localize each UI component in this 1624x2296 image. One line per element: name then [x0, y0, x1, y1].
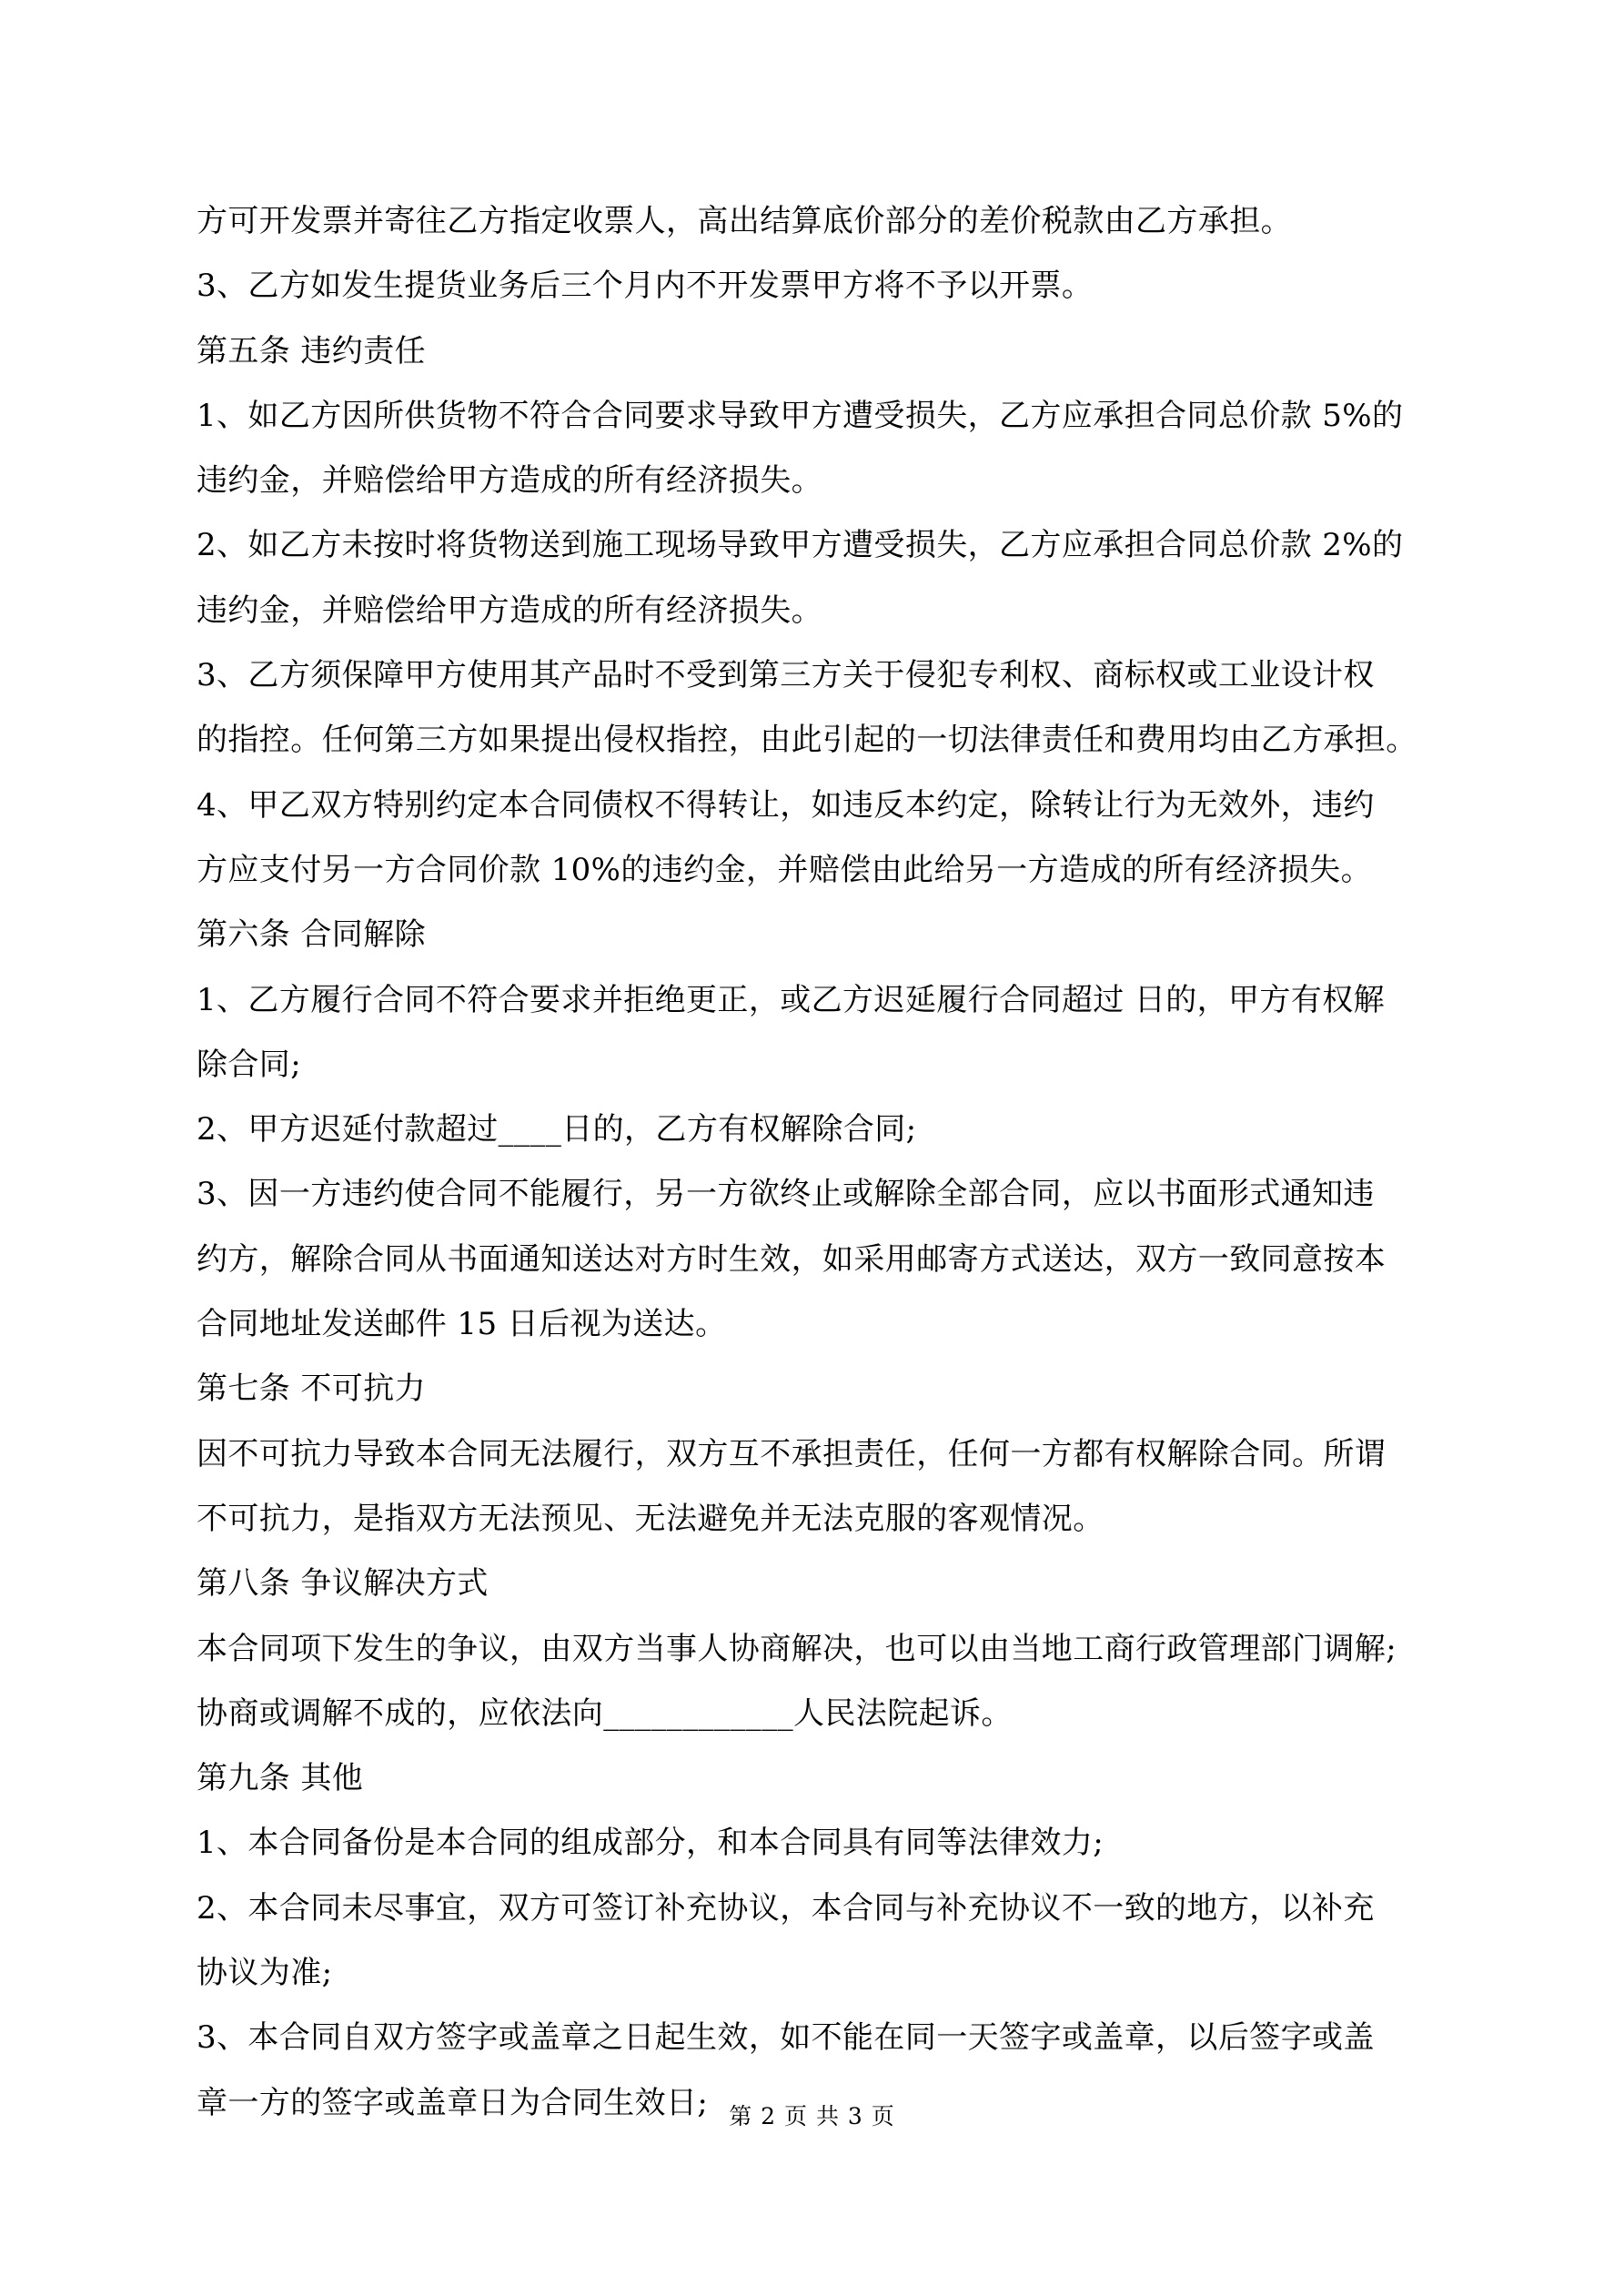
text-line: 1、乙方履行合同不符合要求并拒绝更正，或乙方迟延履行合同超过 日的，甲方有权解: [197, 981, 1386, 1018]
contract-body: [197, 198, 1447, 2145]
section-heading: 第九条 其他: [197, 1760, 364, 1797]
text-line: 1、如乙方因所供货物不符合合同要求导致甲方遭受损失，乙方应承担合同总价款 5%的: [197, 397, 1404, 434]
text-line: 方可开发票并寄往乙方指定收票人，高出结算底价部分的差价税款由乙方承担。: [197, 203, 1292, 239]
text-line: 2、甲方迟延付款超过____日的，乙方有权解除合同;: [197, 1111, 917, 1148]
text-line: 2、如乙方未按时将货物送到施工现场导致甲方遭受损失，乙方应承担合同总价款 2%的: [197, 527, 1404, 564]
text-line: 3、因一方违约使合同不能履行，另一方欲终止或解除全部合同，应以书面形式通知违: [197, 1176, 1375, 1213]
text-line: 4、甲乙双方特别约定本合同债权不得转让，如违反本约定，除转让行为无效外，违约: [197, 786, 1375, 824]
text-line: 除合同;: [197, 1046, 302, 1083]
text-line: 1、本合同备份是本合同的组成部分，和本合同具有同等法律效力;: [197, 1825, 1105, 1862]
text-line: 协商或调解不成的，应依法向____________人民法院起诉。: [197, 1694, 1013, 1732]
text-line: 不可抗力，是指双方无法预见、无法避免并无法克服的客观情况。: [197, 1500, 1105, 1537]
text-line: 合同地址发送邮件 15 日后视为送达。: [197, 1306, 727, 1343]
text-line: 3、乙方须保障甲方使用其产品时不受到第三方关于侵犯专利权、商标权或工业设计权: [197, 657, 1375, 694]
section-heading: 第六条 合同解除: [197, 916, 427, 954]
text-line: 的指控。任何第三方如果提出侵权指控，由此引起的一切法律责任和费用均由乙方承担。: [197, 722, 1417, 759]
text-line: 方应支付另一方合同价款 10%的违约金，并赔偿由此给另一方造成的所有经济损失。: [197, 851, 1372, 888]
section-heading: 第七条 不可抗力: [197, 1371, 427, 1408]
text-line: 3、乙方如发生提货业务后三个月内不开发票甲方将不予以开票。: [197, 268, 1094, 305]
section-heading: 第五条 违约责任: [197, 332, 427, 369]
text-line: 章一方的签字或盖章日为合同生效日;: [197, 2084, 709, 2121]
text-line: 因不可抗力导致本合同无法履行，双方互不承担责任，任何一方都有权解除合同。所谓: [197, 1435, 1387, 1472]
text-line: 2、本合同未尽事宜，双方可签订补充协议，本合同与补充协议不一致的地方，以补充: [197, 1889, 1375, 1927]
text-line: 违约金，并赔偿给甲方造成的所有经济损失。: [197, 592, 822, 629]
section-heading: 第八条 争议解决方式: [197, 1565, 489, 1603]
text-line: 违约金，并赔偿给甲方造成的所有经济损失。: [197, 462, 822, 500]
text-line: 3、本合同自双方签字或盖章之日起生效，如不能在同一天签字或盖章，以后签字或盖: [197, 2019, 1375, 2057]
text-line: 约方，解除合同从书面通知送达对方时生效，如采用邮寄方式送达，双方一致同意按本: [197, 1240, 1387, 1278]
text-line: 协议为准;: [197, 1955, 333, 1992]
page-number-footer: 第 2 页 共 3 页: [729, 2103, 895, 2129]
text-line: 本合同项下发生的争议，由双方当事人协商解决，也可以由当地工商行政管理部门调解;: [197, 1630, 1397, 1667]
